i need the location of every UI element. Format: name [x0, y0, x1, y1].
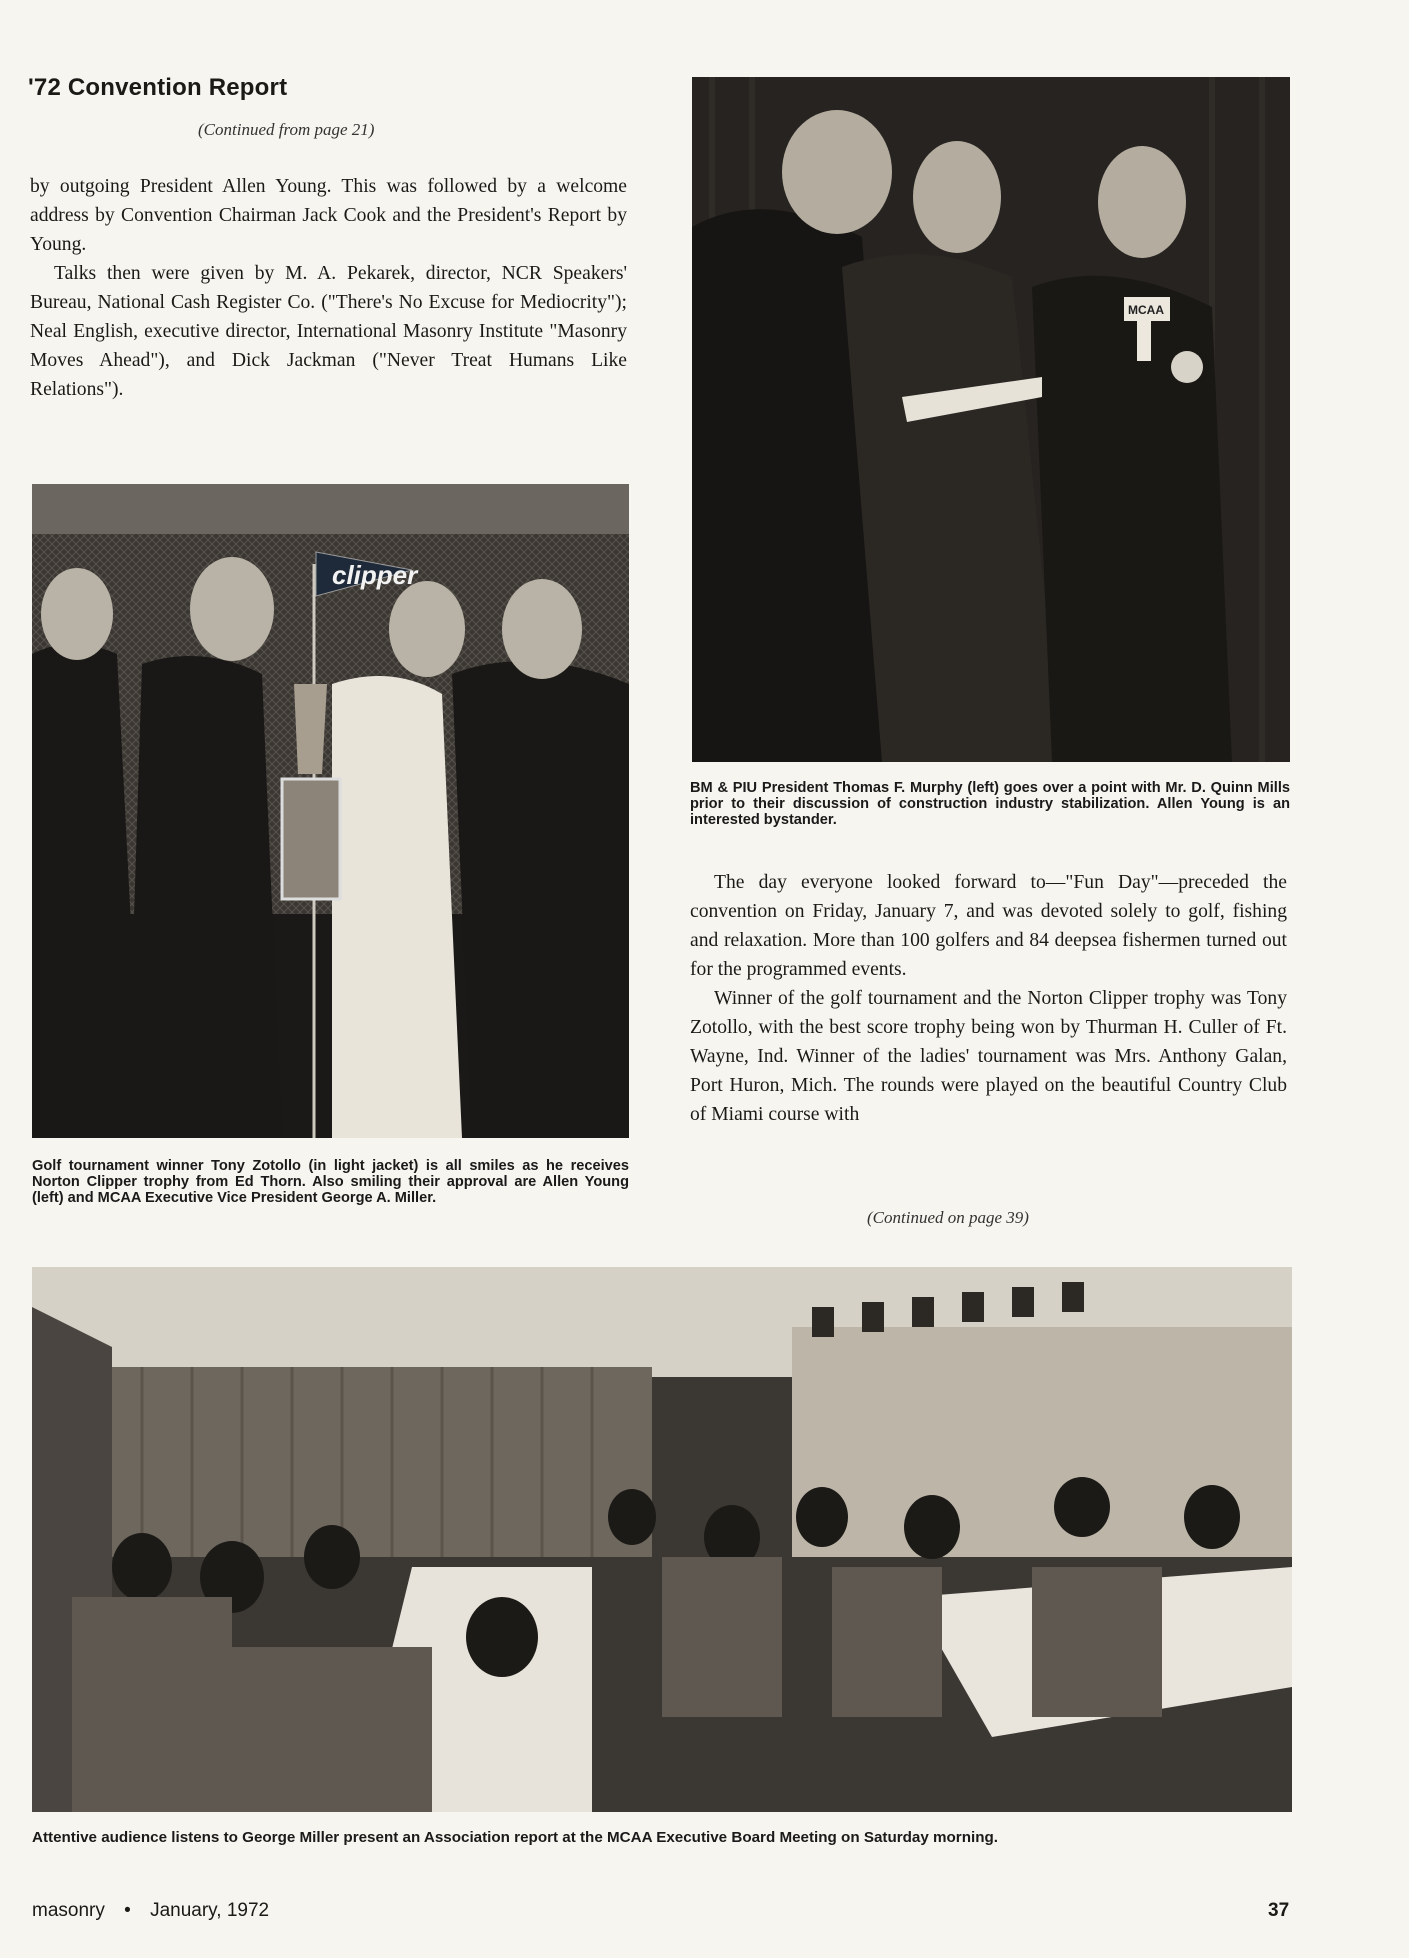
right-column-text	[690, 868, 1287, 1129]
section-title: '72 Convention Report	[28, 74, 288, 101]
audience-photo-caption: Attentive audience listens to George Miller present an Association report at the MCAA Executive Board Meeting on Saturday morning.	[32, 1829, 998, 1846]
golf-photo-caption: Golf tournament winner Tony Zotollo (in light jacket) is all smiles as he receives Norton Clipper trophy from Ed Thorn. Also smiling their approval are Allen Young (left) and MCAA Executive Vice President George A. Miller.	[32, 1158, 629, 1206]
left-paragraph-2: Talks then were given by M. A. Pekarek, director, NCR Speakers' Bureau, National Cash Register Co. ("There's No Excuse for Mediocrity"); Neal English, executive director, International Masonry Institute "Masonry Moves Ahead"), and Dick Jackman ("Never Treat Humans Like Relations").	[30, 263, 627, 400]
continued-on-note: (Continued on page 39)	[867, 1208, 1029, 1227]
right-paragraph-1: The day everyone looked forward to—"Fun Day"—preceded the convention on Friday, January 7, and was devoted solely to golf, fishing and relaxation. More than 100 golfers and 84 deepsea fishermen turned out for the programmed events.	[690, 872, 1287, 980]
left-column-text	[30, 172, 627, 404]
footer-bullet: •	[124, 1900, 131, 1921]
issue-date: January, 1972	[150, 1900, 270, 1921]
continued-from-note: (Continued from page 21)	[198, 120, 375, 139]
page-number: 37	[1268, 1900, 1290, 1921]
audience-photo	[32, 1267, 1292, 1812]
murphy-photo-caption: BM & PIU President Thomas F. Murphy (left) goes over a point with Mr. D. Quinn Mills prior to their discussion of construction industry stabilization. Allen Young is an interested bystander.	[690, 780, 1290, 828]
publication-name: masonry	[32, 1900, 105, 1921]
clipper-sign-text: clipper	[332, 560, 418, 590]
left-paragraph-1: by outgoing President Allen Young. This was followed by a welcome address by Convention Chairman Jack Cook and the President's Report by Young.	[30, 176, 627, 255]
murphy-mills-photo	[692, 77, 1290, 762]
footer-publication	[32, 1900, 269, 1922]
right-paragraph-2: Winner of the golf tournament and the Norton Clipper trophy was Tony Zotollo, with the best score trophy being won by Thurman H. Culler of Ft. Wayne, Ind. Winner of the ladies' tournament was Mrs. Anthony Galan, Port Huron, Mich. The rounds were played on the beautiful Country Club of Miami course with	[690, 988, 1287, 1125]
mcaa-badge-text: MCAA	[1128, 303, 1164, 317]
golf-trophy-photo	[32, 484, 629, 1138]
